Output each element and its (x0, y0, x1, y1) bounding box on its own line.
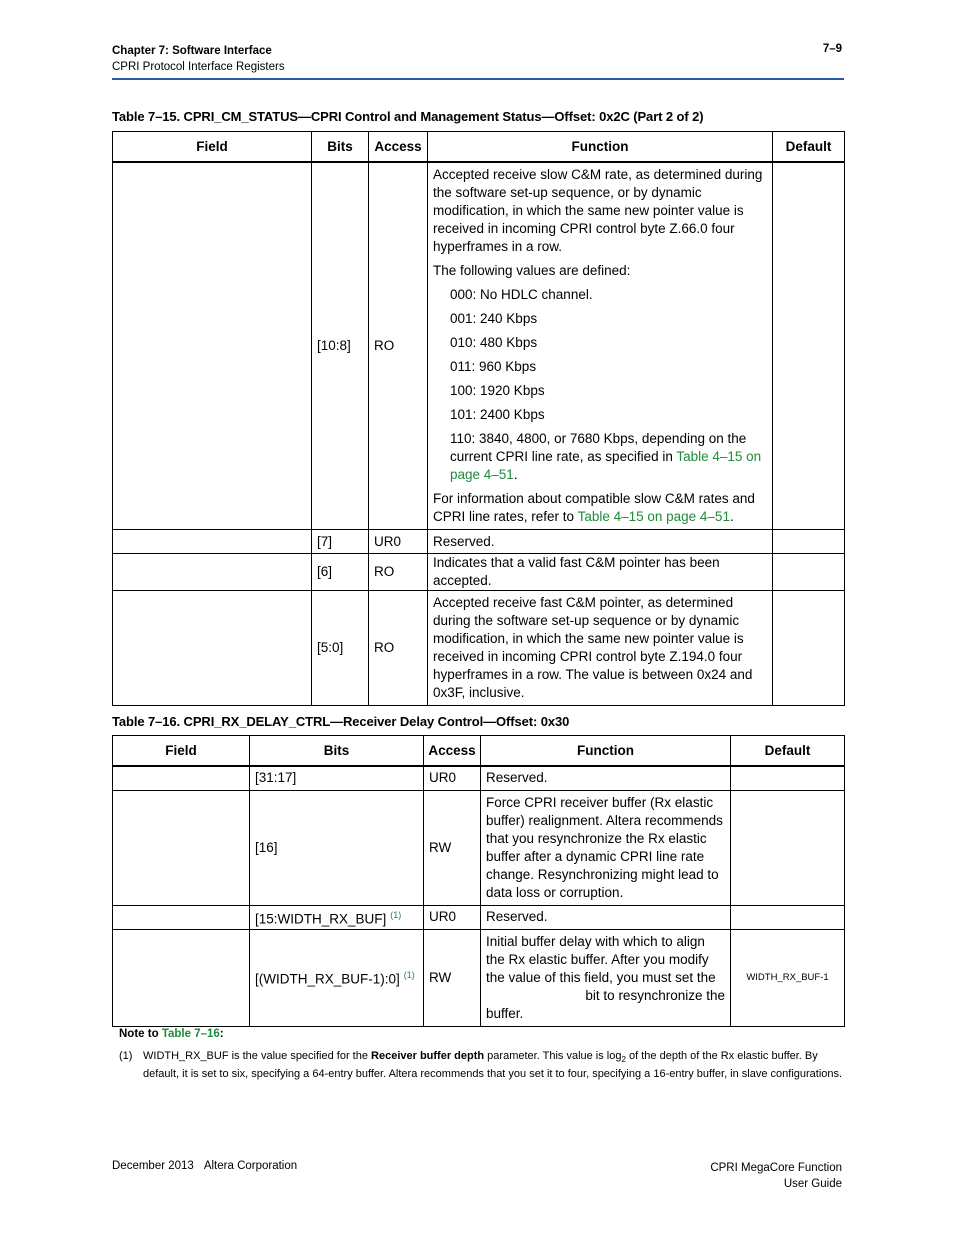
page-header-left (112, 43, 285, 75)
col-header-function: Function (481, 736, 731, 767)
table-header-row (113, 132, 845, 163)
value-100: 100: 1920 Kbps (450, 383, 545, 398)
col-header-access: Access (369, 132, 428, 163)
cell-function: Indicates that a valid fast C&M pointer has been accepted. (428, 554, 773, 591)
cell-function: Accepted receive fast C&M pointer, as determined during the software set-up sequence or by dynamic modification, in which the same new pointer value is received in incoming CPRI control byte Z.194.0 four hyperframes in a row. The value is between 0x24 and 0x3F, inclusive. (428, 591, 773, 706)
cell-access: RW (424, 790, 481, 905)
footer-doc-title: CPRI MegaCore Function (710, 1162, 842, 1174)
cell-function: Reserved. (481, 905, 731, 929)
cell-access: UR0 (369, 530, 428, 554)
table-cpri-rx-delay-ctrl (112, 735, 845, 1027)
cell-field (113, 905, 250, 929)
cell-access: RW (424, 929, 481, 1026)
cell-bits: [10:8] (312, 162, 369, 530)
cell-access: RO (369, 162, 428, 530)
function-line-c: buffer. (486, 1005, 524, 1021)
cell-access: RO (369, 591, 428, 706)
table-row (113, 554, 845, 591)
value-000: 000: No HDLC channel. (450, 287, 593, 302)
col-header-access: Access (424, 736, 481, 767)
section-title: CPRI Protocol Interface Registers (112, 61, 285, 73)
table-row (113, 530, 845, 554)
footnote-ref-1[interactable]: (1) (403, 970, 415, 981)
cell-bits: [6] (312, 554, 369, 591)
cell-bits: [16] (250, 790, 424, 905)
col-header-field: Field (113, 132, 312, 163)
cell-function (481, 929, 731, 1026)
col-header-default: Default (773, 132, 845, 163)
cell-field (113, 766, 250, 790)
function-intro: Accepted receive slow C&M rate, as determined during the software set-up sequence, or by dynamic modification, in which the same new pointer value is received in incoming CPRI control byte Z.66.0 four hyperframes in a row. (433, 167, 763, 254)
cell-access: UR0 (424, 766, 481, 790)
table-7-16-link[interactable]: Table 7–16 (161, 1028, 220, 1040)
table-7-16-caption: Table 7–16. CPRI_RX_DELAY_CTRL—Receiver Delay Control—Offset: 0x30 (112, 714, 570, 729)
value-010: 010: 480 Kbps (450, 335, 538, 350)
cell-field (113, 162, 312, 530)
cell-default (731, 905, 845, 929)
footnote-ref-1[interactable]: (1) (390, 909, 402, 920)
table-4-15-link[interactable]: Table 4–15 on page 4–51 (577, 509, 730, 524)
table-row (113, 162, 845, 530)
cell-bits: [7] (312, 530, 369, 554)
col-header-bits: Bits (312, 132, 369, 163)
cell-default (773, 591, 845, 706)
value-101: 101: 2400 Kbps (450, 407, 545, 422)
table-row (113, 591, 845, 706)
cell-function: Force CPRI receiver buffer (Rx elastic buffer) realignment. Altera recommends that you resynchronize the Rx elastic buffer after a dynamic CPRI line rate change. Resynchronizing might lead to data loss or corruption. (481, 790, 731, 905)
cell-default: WIDTH_RX_BUF-1 (731, 929, 845, 1026)
table-row (113, 929, 845, 1026)
footnote-text: WIDTH_RX_BUF is the value specified for the Receiver buffer depth parameter. This value is $\log_2$ of the depth of the Rx elastic buffer. By default, it is set to six, specifying a 64-entry buffer. Altera recommends that you set it to four, specifying a 16-entry buffer, in slave configurations. (143, 1050, 843, 1081)
function-line-a: Initial buffer delay with which to align the Rx elastic buffer. After you modify the value of this field, you must set the (486, 933, 716, 985)
col-header-default: Default (731, 736, 845, 767)
cell-default (773, 530, 845, 554)
function-defined: The following values are defined: (433, 263, 631, 278)
table-4-15-link[interactable]: Table 4–15 on page 4–51 (450, 449, 762, 482)
cell-access: UR0 (424, 905, 481, 929)
value-011: 011: 960 Kbps (450, 359, 537, 374)
page-footer-right (710, 1160, 842, 1192)
page-number: 7–9 (822, 43, 842, 55)
cell-field (113, 591, 312, 706)
cell-field (113, 929, 250, 1026)
col-header-field: Field (113, 736, 250, 767)
cell-bits: [5:0] (312, 591, 369, 706)
footer-company: Altera Corporation (203, 1160, 298, 1172)
footer-doc-subtitle: User Guide (783, 1178, 842, 1190)
col-header-bits: Bits (250, 736, 424, 767)
header-rule (112, 78, 844, 80)
cell-default (773, 162, 845, 530)
table-header-row (113, 736, 845, 767)
value-001: 001: 240 Kbps (450, 311, 538, 326)
cell-bits: [31:17] (250, 766, 424, 790)
value-110: 110: 3840, 4800, or 7680 Kbps, depending on the current CPRI line rate, as specified in Table 4–15 on page 4–51. (450, 431, 762, 482)
footer-date: December 2013 (112, 1160, 194, 1172)
cell-default (731, 790, 845, 905)
col-header-function: Function (428, 132, 773, 163)
function-line-b: bit to resynchronize the (585, 987, 725, 1003)
function-info: For information about compatible slow C&M rates and CPRI line rates, refer to Table 4–15 on page 4–51. (433, 491, 755, 524)
cell-function: Reserved. (481, 766, 731, 790)
cell-bits: [15:WIDTH_RX_BUF] $^{(1)}$ (250, 905, 424, 929)
cell-bits: [(WIDTH_RX_BUF-1):0] $^{(1)}$ (250, 929, 424, 1026)
cell-field (113, 530, 312, 554)
cell-access: RO (369, 554, 428, 591)
cell-field (113, 554, 312, 591)
cell-default (773, 554, 845, 591)
table-cpri-cm-status (112, 131, 845, 706)
footnote-number: (1) (119, 1050, 133, 1062)
cell-field (113, 790, 250, 905)
cell-default (731, 766, 845, 790)
page-footer-left (112, 1160, 297, 1172)
chapter-title: Chapter 7: Software Interface (112, 45, 272, 57)
table-row (113, 766, 845, 790)
table-row (113, 790, 845, 905)
cell-function (428, 162, 773, 530)
table-7-15-caption: Table 7–15. CPRI_CM_STATUS—CPRI Control and Management Status—Offset: 0x2C (Part 2 of 2) (112, 109, 704, 124)
cell-function: Reserved. (428, 530, 773, 554)
note-title: Note to Table 7–16: (119, 1028, 224, 1040)
footnote-1 (119, 1049, 844, 1082)
table-row (113, 905, 845, 929)
